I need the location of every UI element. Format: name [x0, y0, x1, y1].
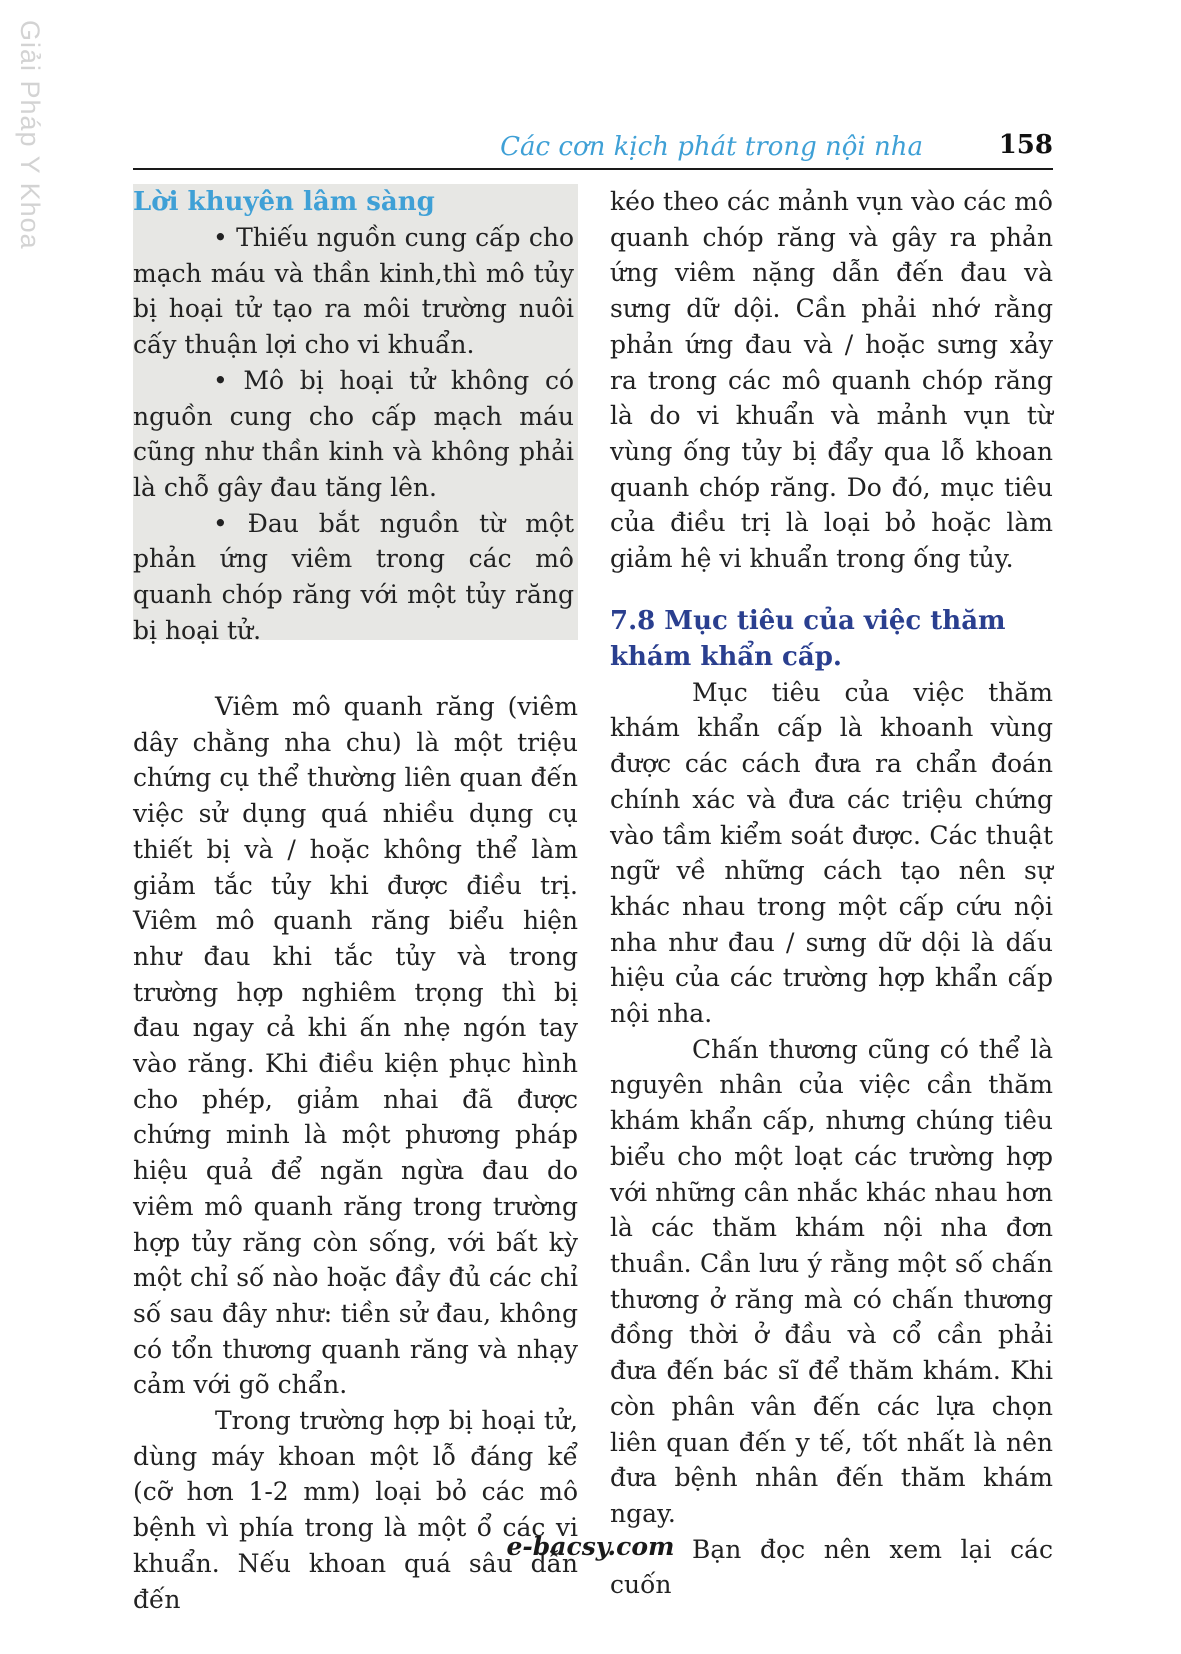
page-number: 158 — [998, 130, 1053, 160]
left-column — [133, 184, 578, 1617]
tip-bullet: • Đau bắt nguồn từ một phản ứng viêm trong các mô quanh chóp răng với một tủy răng bị hoại tử. — [133, 508, 574, 645]
right-column — [610, 184, 1053, 1603]
clinical-tip-box — [133, 184, 578, 645]
section-heading: 7.8 Mục tiêu của việc thăm khám khẩn cấp. — [610, 605, 1006, 672]
body-paragraph-continued: kéo theo các mảnh vụn vào các mô quanh chóp răng và gây ra phản ứng viêm nặng dẫn đến đau và sưng dữ dội. Cần phải nhớ rằng phản ứng đau và / hoặc sưng xảy ra trong các mô quanh chóp răng là do vi khuẩn và mảnh vụn từ vùng ống tủy bị đẩy qua lỗ khoan quanh chóp răng. Do đó, mục tiêu của điều trị là loại bỏ hoặc làm giảm hệ vi khuẩn trong ống tủy. — [610, 187, 1053, 574]
tip-heading: Lời khuyên lâm sàng — [133, 187, 435, 217]
footer-site: e-bacsy.com — [506, 1532, 675, 1561]
body-paragraph: Chấn thương cũng có thể là nguyên nhân của việc cần thăm khám khẩn cấp, nhưng chúng tiêu biểu cho một loạt các trường hợp với những cân nhắc khác nhau hơn là các thăm khám nội nha đơn thuần. Cần lưu ý rằng một số chấn thương ở răng mà có chấn thương đồng thời ở đầu và cổ cần phải đưa đến bác sĩ để thăm khám. Khi còn phân vân đến các lựa chọn liên quan đến y tế, tốt nhất là nên đưa bệnh nhân đến thăm khám ngay. — [610, 1034, 1053, 1528]
tip-bullet: • Mô bị hoại tử không có nguồn cung cho cấp mạch máu cũng như thần kinh và không phải là chỗ gây đau tăng lên. — [133, 365, 574, 502]
tip-bullet: • Thiếu nguồn cung cấp cho mạch máu và thần kinh,thì mô tủy bị hoại tử tạo ra môi trường nuôi cấy thuận lợi cho vi khuẩn. — [133, 223, 574, 360]
body-paragraph: Viêm mô quanh răng (viêm dây chằng nha chu) là một triệu chứng cụ thể thường liên quan đến việc sử dụng quá nhiều dụng cụ thiết bị và / hoặc không thể làm giảm tắc tủy khi được điều trị. Viêm mô quanh răng biểu hiện như đau khi tắc tủy và trong trường hợp nghiêm trọng thì bị đau ngay cả khi ấn nhẹ ngón tay vào răng. Khi điều kiện phục hình cho phép, giảm nhai đã được chứng minh là một phương pháp hiệu quả để ngăn ngừa đau do viêm mô quanh răng trong trường hợp tủy răng còn sống, với bất kỳ một chỉ số nào hoặc đầy đủ các chỉ số sau đây như: tiền sử đau, không có tổn thương quanh răng và nhạy cảm với gõ chẩn. — [133, 692, 578, 1400]
running-header — [133, 132, 1053, 170]
body-paragraph: Trong trường hợp bị hoại tử, dùng máy khoan một lỗ đáng kể (cỡ hơn 1-2 mm) loại bỏ các mô bệnh vì phía trong là một ổ các vi khuẩn. Nếu khoan quá sâu dẫn đến — [133, 1406, 578, 1614]
chapter-title: Các cơn kịch phát trong nội nha — [500, 132, 923, 162]
body-paragraph: Bạn đọc nên xem lại các cuốn — [610, 1534, 1053, 1600]
body-paragraph: Mục tiêu của việc thăm khám khẩn cấp là khoanh vùng được các cách đưa ra chẩn đoán chính xác và đưa các triệu chứng vào tầm kiểm soát được. Các thuật ngữ về những cách tạo nên sự khác nhau trong một cấp cứu nội nha như đau / sưng dữ dội là dấu hiệu của các trường hợp khẩn cấp nội nha. — [610, 677, 1053, 1029]
side-watermark: Giải Pháp Y Khoa — [15, 20, 45, 250]
